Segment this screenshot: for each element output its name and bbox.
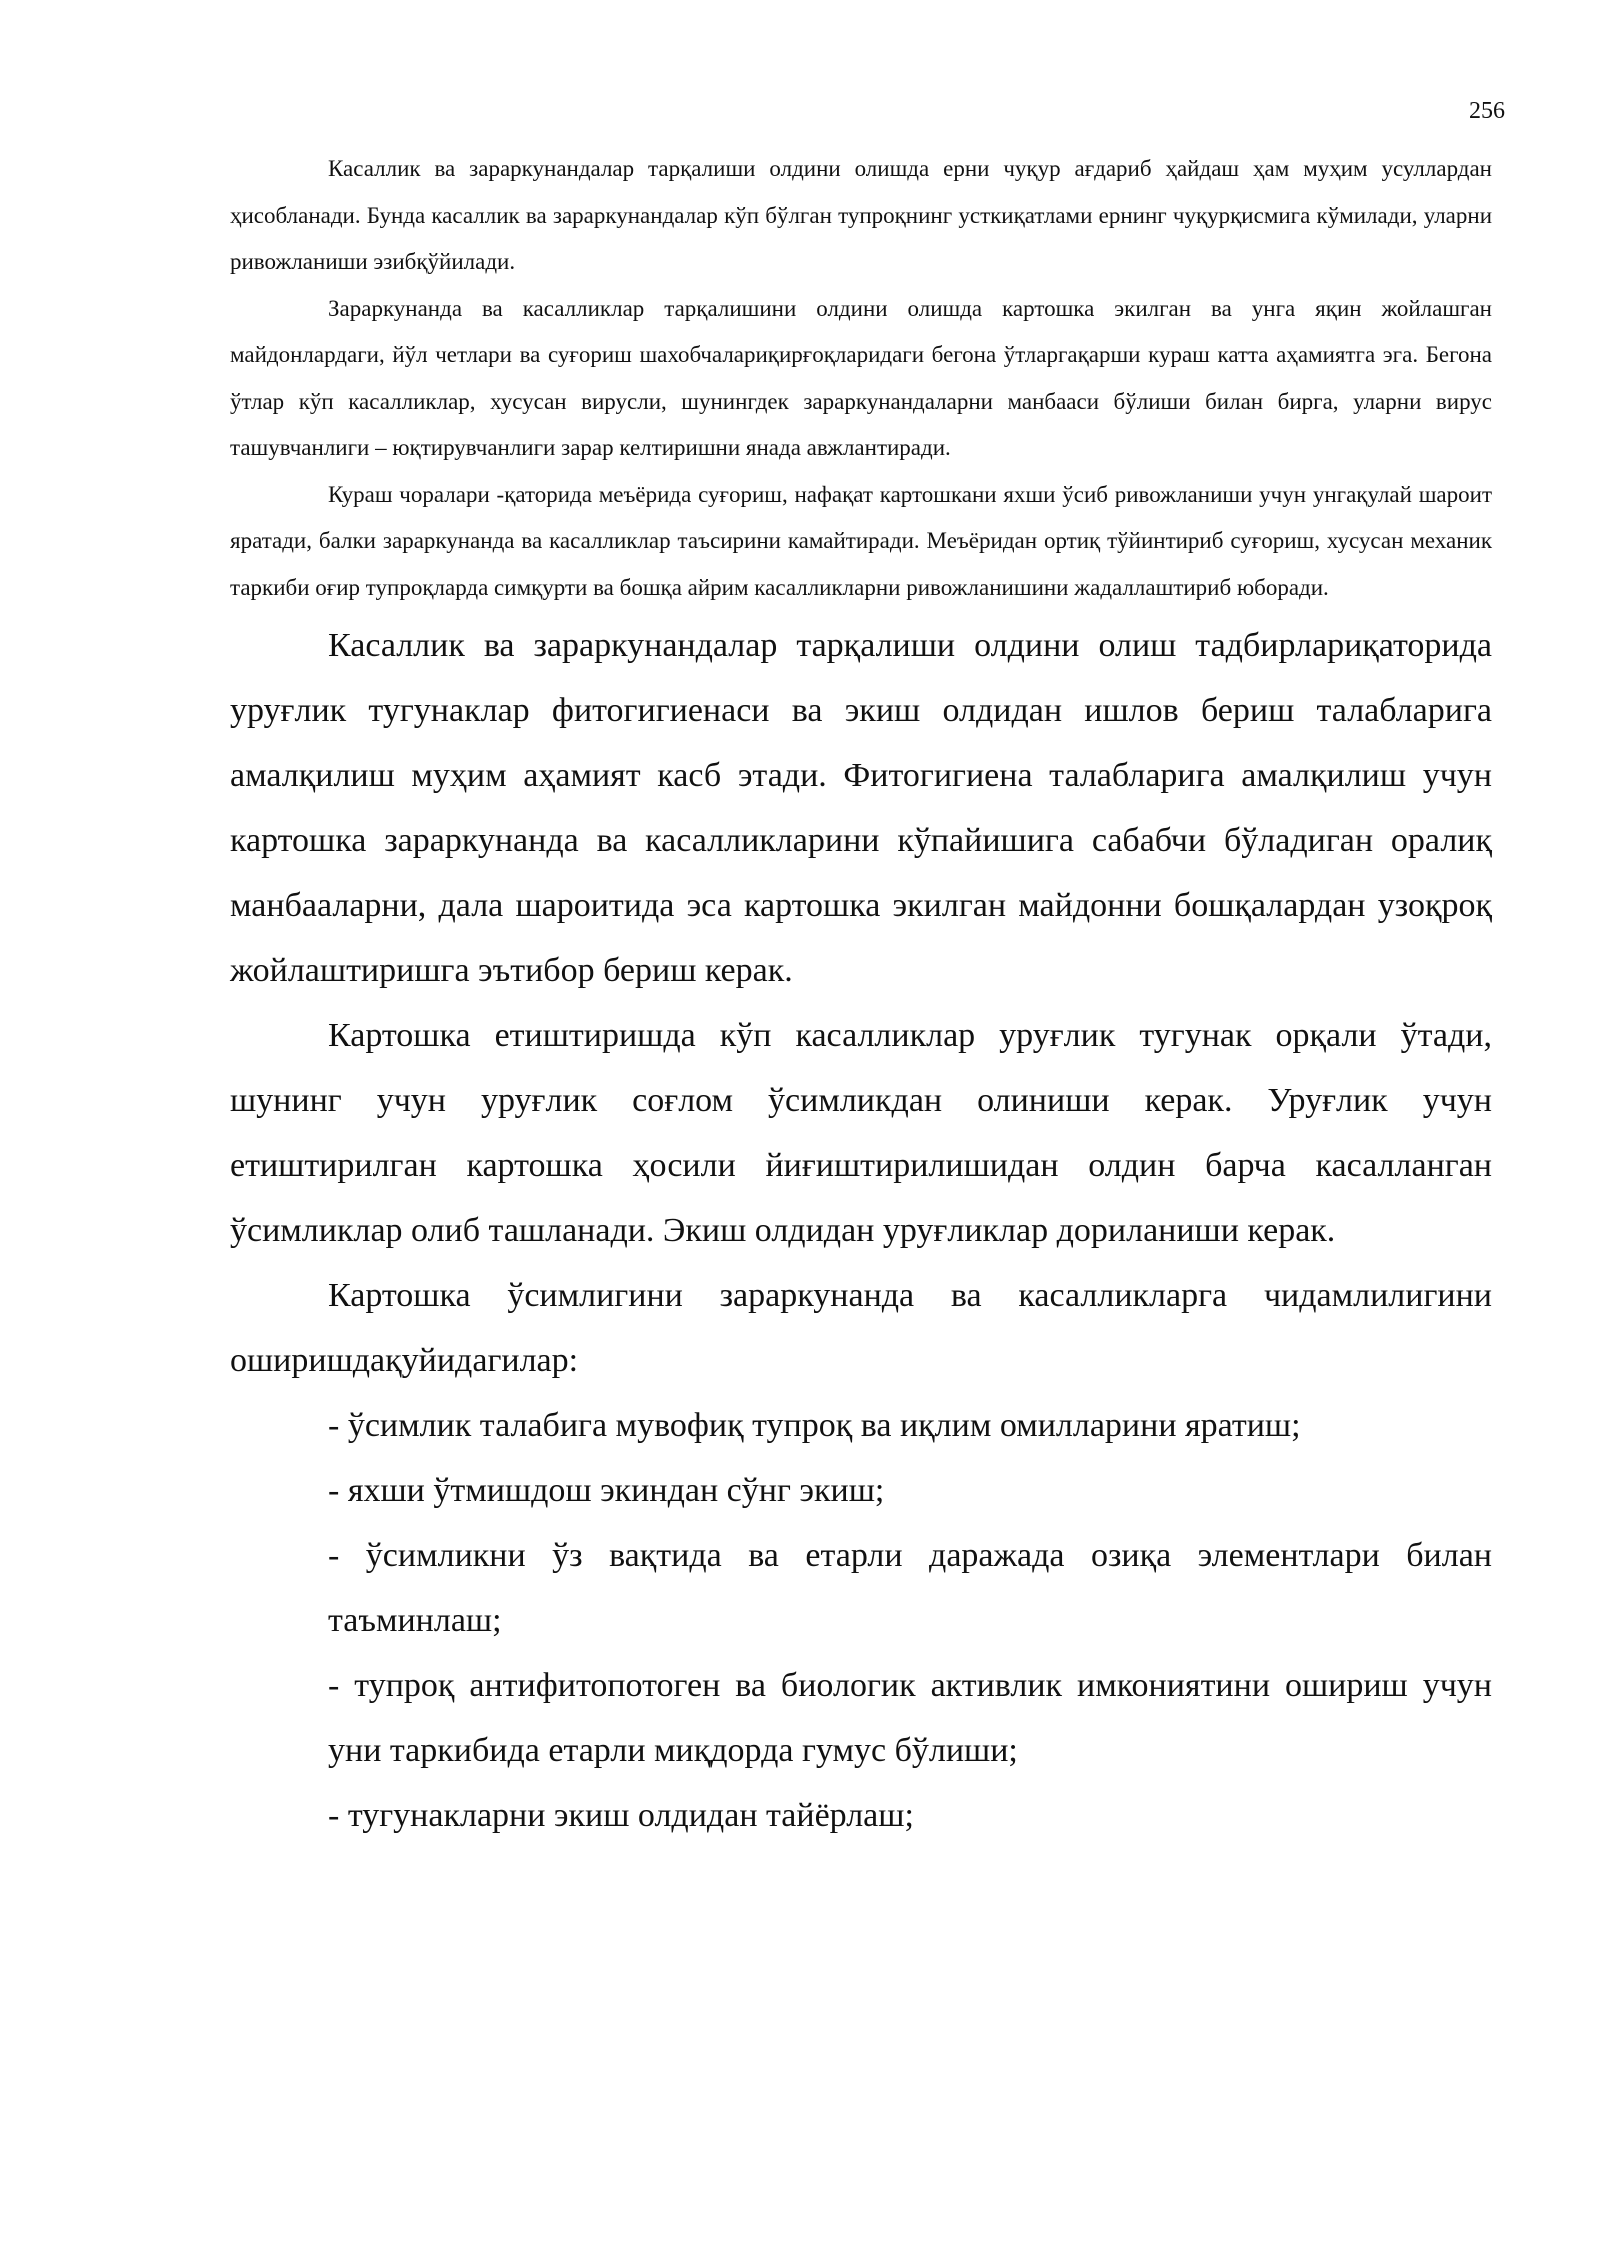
list-item: - тупроқ антифитопотоген ва биологик активлик имкониятини ошириш учун уни таркибида етарли миқдорда гумус бўлиши; [328, 1667, 1492, 1769]
paragraph: Касаллик ва зараркунандалар тарқалиши олдини олиш тадбирлариқаторида уруғлик тугунаклар фитогигиенаси ва экиш олдидан ишлов бериш талабларига амалқилиш муҳим аҳамият касб этади. Фитогигиена талабларига амалқилиш учун картошка зараркунанда ва касалликларини кўпайишига сабабчи бўладиган оралиқ манбааларни, дала шароитида эса картошка экилган майдонни бошқалардан узоқроқ жойлаштиришга эътибор бериш керак. [230, 627, 1492, 989]
paragraph: Кураш чоралари -қаторида меъёрида суғориш, нафақат картошкани яхши ўсиб ривожланиши учун унгақулай шароит яратади, балки зараркунанда ва касалликлар таъсирини камайтиради. Меъёридан ортиқ тўйинтириб суғориш, хусусан механик таркиби оғир тупроқларда симқурти ва бошқа айрим касалликларни ривожланишини жадаллаштириб юборади. [230, 481, 1492, 600]
paragraph: Касаллик ва зараркунандалар тарқалиши олдини олишда ерни чуқур ағдариб ҳайдаш ҳам муҳим усуллардан ҳисобланади. Бунда касаллик ва зараркунандалар кўп бўлган тупроқнинг усткиқатлами ернинг чуқурқисмига кўмилади, уларни ривожланиши эзибқўйилади. [230, 156, 1492, 274]
list-item: - яхши ўтмишдош экиндан сўнг экиш; [328, 1472, 885, 1509]
list-item: - тугунакларни экиш олдидан тайёрлаш; [328, 1797, 914, 1834]
small-text-section [230, 146, 1492, 611]
paragraph: Картошка ўсимлигини зараркунанда ва касалликларга чидамлилигини оширишдақуйидагилар: [230, 1277, 1492, 1379]
list-item: - ўсимликни ўз вақтида ва етарли даражада озиқа элементлари билан таъминлаш; [328, 1537, 1492, 1639]
page-number: 256 [1469, 98, 1505, 124]
paragraph: Картошка етиштиришда кўп касалликлар уруғлик тугунак орқали ўтади, шунинг учун уруғлик соғлом ўсимликдан олиниши керак. Уруғлик учун етиштирилган картошка ҳосили йиғиштирилишидан олдин барча касалланган ўсимликлар олиб ташланади. Экиш олдидан уруғликлар дориланиши керак. [230, 1017, 1492, 1249]
document-body [230, 146, 1492, 1848]
paragraph: Зараркунанда ва касалликлар тарқалишини олдини олишда картошка экилган ва унга яқин жойлашган майдонлардаги, йўл четлари ва суғориш шахобчалариқирғоқларидаги бегона ўтларгақарши кураш катта аҳамиятга эга. Бегона ўтлар кўп касалликлар, хусусан вирусли, шунингдек зараркунандаларни манбааси бўлиши билан бирга, уларни вирус ташувчанлиги – юқтирувчанлиги зарар келтиришни янада авжлантиради. [230, 295, 1492, 460]
main-text-section [230, 613, 1492, 1848]
list-item: - ўсимлик талабига мувофиқ тупроқ ва иқлим омилларини яратиш; [328, 1407, 1301, 1444]
